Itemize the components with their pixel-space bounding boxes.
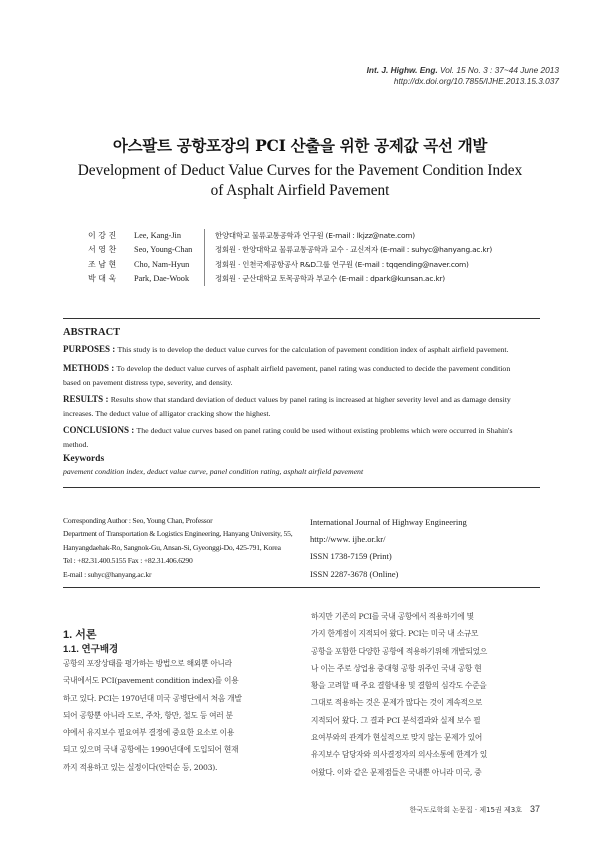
issn-online: ISSN 2287-3678 (Online) <box>310 568 399 579</box>
top-rule <box>63 318 540 319</box>
keywords-text: pavement condition index, deduct value curve, panel condition rating, asphalt airfield pavement <box>63 467 364 476</box>
corr-line: Corresponding Author : Seo, Young Chan, Professor <box>63 516 213 525</box>
author-name-ko: 서 영 찬 <box>88 245 117 255</box>
body-column-right <box>311 608 540 781</box>
subsection-heading-background: 1.1. 연구배경 <box>63 644 119 655</box>
author-affiliation: 정회원 · 한양대학교 물류교통공학과 교수 · 교신저자 (E-mail : suhyc@hanyang.ac.kr) <box>215 245 493 255</box>
body-line: 황을 고려할 때 주요 결함내용 및 결함의 심각도 수준을 <box>311 681 487 691</box>
author-divider <box>204 258 205 272</box>
abstract-purposes <box>63 343 540 357</box>
corr-email[interactable]: E-mail : suhyc@hanyang.ac.kr <box>63 569 152 579</box>
page-footer <box>0 804 540 815</box>
methods-text-cont: based on pavement distress type, severity, and density. <box>63 377 233 387</box>
issn-print: ISSN 1738-7159 (Print) <box>310 551 392 562</box>
author-name-en: Cho, Nam-Hyun <box>134 259 190 269</box>
author-divider <box>204 272 205 286</box>
author-divider <box>204 243 205 257</box>
body-line: 하고 있다. PCI는 1970년대 미국 공병단에서 처음 개발 <box>63 693 242 703</box>
doi-link[interactable]: http://dx.doi.org/10.7855/IJHE.2013.15.3.037 <box>393 76 559 86</box>
abstract-results <box>63 393 540 420</box>
author-name-en: Lee, Kang-Jin <box>134 231 181 240</box>
body-line: 유지보수 담당자와 의사결정자의 의사소통에 한계가 있 <box>311 750 488 760</box>
corr-line: Department of Transportation & Logistics Engineering, Hanyang University, 55, <box>63 529 293 539</box>
journal-info-block <box>310 514 540 583</box>
body-line: 되어 공항뿐 아니라 도로, 주차, 항만, 철도 등 여러 분 <box>63 710 233 720</box>
author-name-ko: 박 대 욱 <box>88 273 117 283</box>
author-name-en: Park, Dae-Wook <box>134 273 190 283</box>
author-name-ko: 이 강 진 <box>88 231 117 240</box>
keywords-heading: Keywords <box>63 454 105 464</box>
author-divider <box>204 229 205 243</box>
body-line: 야에서 유지보수 필요여부 결정에 중요한 요소로 이용 <box>63 728 235 738</box>
body-line: 그대로 적용하는 것은 문제가 많다는 것이 계속적으로 <box>311 698 483 708</box>
corr-line: Tel : +82.31.400.5155 Fax : +82.31.406.6290 <box>63 556 193 566</box>
section-heading-intro: 1. 서론 <box>63 629 97 641</box>
results-text: Results show that standard deviation of deduct values by panel rating is increased at higher severity level and as damage density <box>110 395 511 404</box>
author-row <box>88 258 558 272</box>
author-row <box>88 243 558 257</box>
conclusions-label: CONCLUSIONS : <box>63 425 137 435</box>
corr-line: Hanyangdaehak-Ro, Sangnok-Gu, Ansan-Si, Gyeonggi-Do, 425-791, Korea <box>63 542 281 552</box>
conclusions-text: The deduct value curves based on panel rating could be used without existing problems which were occurred in Shahin's <box>136 426 513 435</box>
conclusions-text-cont: method. <box>63 439 89 449</box>
body-line: 까지 적용하고 있는 실정이다(안턱순 등, 2003). <box>63 762 218 772</box>
body-line: 공항의 포장상태를 평가하는 방법으로 해외뿐 아니라 <box>63 659 232 668</box>
author-name-ko: 조 남 현 <box>88 259 117 269</box>
title-korean: 아스팔트 공항포장의 PCI 산출을 위한 공제값 곡선 개발 <box>112 136 488 155</box>
abstract-conclusions <box>63 424 540 451</box>
journal-name: International Journal of Highway Engineering <box>310 517 467 527</box>
body-line: 지적되어 왔다. 그 결과 PCI 분석결과와 실제 보수 필 <box>311 715 481 725</box>
journal-header <box>367 65 559 87</box>
journal-volume: Vol. 15 No. 3 : 37~44 June 2013 <box>437 65 559 75</box>
results-label: RESULTS : <box>63 394 111 404</box>
body-column-left <box>63 655 291 776</box>
journal-abbrev: Int. J. Highw. Eng. <box>366 65 438 75</box>
results-text-cont: increases. The deduct value of alligator cracking show the highest. <box>63 408 271 418</box>
title-english-line2: of Asphalt Airfield Pavement <box>210 182 390 199</box>
body-line: 하지만 기존의 PCI를 국내 공항에서 적용하기에 몇 <box>311 612 474 621</box>
author-name-en: Seo, Young-Chan <box>134 245 193 255</box>
body-line: 공항을 포함한 다양한 공항에 적용하기위해 개발되었으 <box>311 646 488 656</box>
author-affiliation: 정회원 · 인천국제공항공사 R&D그룹 연구원 (E-mail : tqqending@naver.com) <box>215 259 469 269</box>
author-row <box>88 272 558 286</box>
body-line: 국내에서도 PCI(pavement condition index)를 이용 <box>63 676 239 686</box>
abstract-bottom-rule <box>63 487 540 488</box>
abstract-methods <box>63 362 540 389</box>
body-line: 가지 한계점이 지적되어 왔다. PCI는 미국 내 소규모 <box>311 629 479 639</box>
abstract-heading: ABSTRACT <box>63 327 121 338</box>
author-affiliation: 정회원 · 군산대학교 토목공학과 부교수 (E-mail : dpark@kunsan.ac.kr) <box>215 273 445 283</box>
title-english-line1: Development of Deduct Value Curves for the Pavement Condition Index <box>77 162 523 179</box>
author-row <box>88 229 558 243</box>
page-number: 37 <box>529 804 540 814</box>
correspondence-block <box>63 514 303 581</box>
author-affiliation: 한양대학교 물류교통공학과 연구원 (E-mail : lkjzz@nate.com) <box>215 231 415 240</box>
author-list <box>88 229 558 286</box>
purposes-label: PURPOSES : <box>63 344 118 354</box>
info-bottom-rule <box>63 587 540 588</box>
journal-url[interactable]: http://www. ijhe.or.kr/ <box>310 534 386 545</box>
methods-label: METHODS : <box>63 363 117 373</box>
body-line: 요여부와의 관계가 현실적으로 맞지 않는 문제가 있어 <box>311 733 483 743</box>
body-line: 어왔다. 이와 같은 문제점들은 국내뿐 아니라 미국, 중 <box>311 767 482 777</box>
body-line: 되고 있으며 국내 공항에는 1990년대에 도입되어 현재 <box>63 745 239 755</box>
purposes-text: This study is to develop the deduct value curves for the calculation of pavement condition index of asphalt airfield pavement. <box>117 345 509 354</box>
body-line: 나 이는 주로 상업용 중대형 공항 위주인 국내 공항 현 <box>311 663 482 673</box>
methods-text: To develop the deduct value curves of asphalt airfield pavement, panel rating was conducted to decide the pavement condition <box>116 364 511 373</box>
footer-journal: 한국도로학회 논문집 · 제15권 제3호 <box>409 806 522 814</box>
